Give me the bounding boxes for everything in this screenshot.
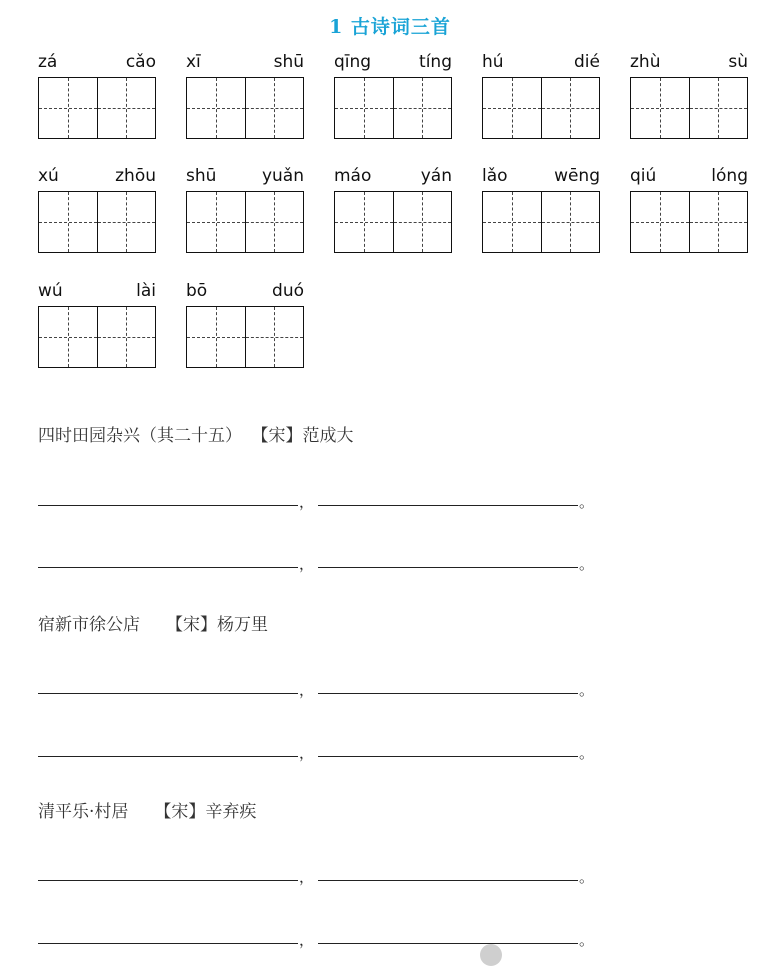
pinyin-syllable: hú [482,52,504,72]
char-cell[interactable] [689,78,748,138]
char-cell[interactable] [631,192,689,252]
poem-title: 清平乐·村居 [38,802,129,822]
pinyin-syllable: qiú [630,166,657,186]
pinyin-syllable: zhōu [115,166,156,186]
writing-grid[interactable] [334,191,452,253]
pinyin-word-8 [334,166,454,286]
char-cell[interactable] [245,78,304,138]
poem-blank-line [38,486,598,511]
poem-blank-line [38,924,598,949]
comma-mark: ， [299,744,315,762]
comma-mark: ， [299,493,315,511]
pinyin-syllable: qīng [334,52,372,72]
period-mark: 。 [579,931,595,949]
char-cell[interactable] [187,192,245,252]
answer-blank[interactable] [38,693,298,694]
poem-blank-line [38,548,598,573]
writing-grid[interactable] [630,191,748,253]
char-cell[interactable] [483,192,541,252]
char-cell[interactable] [335,78,393,138]
char-cell[interactable] [39,78,97,138]
pinyin-syllable: wēng [554,166,600,186]
writing-grid[interactable] [186,191,304,253]
poem-author: 【宋】杨万里 [166,615,268,635]
pinyin-syllable: sù [728,52,748,72]
pinyin-word-6 [38,166,158,286]
char-cell[interactable] [187,78,245,138]
writing-grid[interactable] [38,191,156,253]
answer-blank[interactable] [38,567,298,568]
char-cell[interactable] [541,78,600,138]
writing-grid[interactable] [186,77,304,139]
answer-blank[interactable] [318,505,578,506]
pinyin-syllable: lóng [711,166,748,186]
writing-grid[interactable] [482,77,600,139]
answer-blank[interactable] [318,943,578,944]
pinyin-syllable: bō [186,281,208,301]
poem-title: 宿新市徐公店 [38,615,140,635]
writing-grid[interactable] [630,77,748,139]
comma-mark: ， [299,555,315,573]
pinyin-word-2 [186,52,306,172]
char-cell[interactable] [335,192,393,252]
char-cell[interactable] [541,192,600,252]
pinyin-word-5 [630,52,750,172]
answer-blank[interactable] [318,693,578,694]
pinyin-syllable: xú [38,166,59,186]
writing-grid[interactable] [482,191,600,253]
char-cell[interactable] [245,307,304,367]
answer-blank[interactable] [318,756,578,757]
answer-blank[interactable] [38,880,298,881]
pinyin-word-1 [38,52,158,172]
answer-blank[interactable] [38,756,298,757]
comma-mark: ， [299,931,315,949]
pinyin-syllable: yán [420,166,452,186]
pinyin-word-11 [38,281,158,401]
writing-grid[interactable] [38,77,156,139]
answer-blank[interactable] [38,943,298,944]
char-cell[interactable] [97,78,156,138]
char-cell[interactable] [187,307,245,367]
pinyin-syllable: zhù [630,52,661,72]
poem-blank-line [38,861,598,886]
pinyin-word-12 [186,281,306,401]
period-mark: 。 [579,868,595,886]
writing-grid[interactable] [38,306,156,368]
pinyin-syllable: shū [186,166,217,186]
pinyin-syllable: máo [334,166,372,186]
char-cell[interactable] [245,192,304,252]
page-title: 1 古诗词三首 [329,16,451,38]
poem-heading-3 [38,797,256,822]
pinyin-word-3 [334,52,454,172]
char-cell[interactable] [483,78,541,138]
pinyin-syllable: tíng [419,52,452,72]
pinyin-syllable: zá [38,52,58,72]
poem-title: 四时田园杂兴（其二十五） [38,426,242,446]
char-cell[interactable] [97,307,156,367]
pinyin-syllable: lǎo [482,166,508,186]
comma-mark: ， [299,868,315,886]
pinyin-syllable: shū [273,52,304,72]
poem-author: 【宋】范成大 [260,426,354,446]
pinyin-word-10 [630,166,750,286]
char-cell[interactable] [39,192,97,252]
period-mark: 。 [579,555,595,573]
char-cell[interactable] [39,307,97,367]
period-mark: 。 [579,493,595,511]
writing-grid[interactable] [186,306,304,368]
char-cell[interactable] [393,78,452,138]
pinyin-syllable: yuǎn [261,166,304,186]
char-cell[interactable] [631,78,689,138]
watermark-logo-icon [480,944,502,966]
period-mark: 。 [579,681,595,699]
poem-blank-line [38,737,598,762]
answer-blank[interactable] [318,567,578,568]
pinyin-syllable: duó [272,281,304,301]
poem-heading-1 [38,421,354,446]
pinyin-syllable: cǎo [125,52,156,72]
char-cell[interactable] [689,192,748,252]
pinyin-syllable: dié [574,52,600,72]
comma-mark: ， [299,681,315,699]
pinyin-word-9 [482,166,602,286]
period-mark: 。 [579,744,595,762]
poem-heading-2 [38,610,268,635]
char-cell[interactable] [393,192,452,252]
poem-author: 【宋】辛弃疾 [154,802,257,822]
pinyin-syllable: lài [136,281,156,301]
pinyin-syllable: xī [186,52,201,72]
writing-grid[interactable] [334,77,452,139]
pinyin-word-7 [186,166,306,286]
poem-blank-line [38,674,598,699]
pinyin-syllable: wú [38,281,63,301]
answer-blank[interactable] [318,880,578,881]
answer-blank[interactable] [38,505,298,506]
pinyin-word-4 [482,52,602,172]
char-cell[interactable] [97,192,156,252]
